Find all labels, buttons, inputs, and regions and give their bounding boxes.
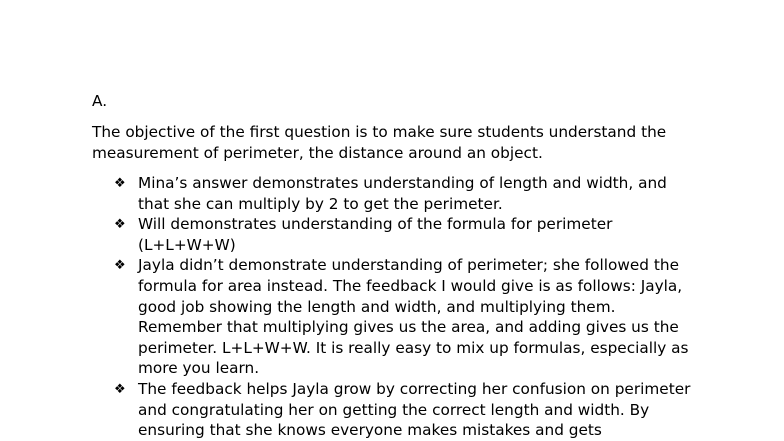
section-label: A. <box>92 92 108 110</box>
bullet-text: Will demonstrates understanding of the formula for perimeter (L+L+W+W) <box>138 215 613 254</box>
diamond-bullet-icon: ❖ <box>114 258 126 274</box>
bullet-item-will <box>0 214 698 255</box>
bullet-text: Mina’s answer demonstrates understanding of length and width, and that she can multiply by 2 to get the perimeter. <box>138 174 667 213</box>
bullet-text: Jayla didn’t demonstrate understanding of perimeter; she followed the formula for area instead. The feedback I would give is as follows: Jayla, good job showing the length and width, and multiplying them. Remember that multiplying gives us the area, and adding gives us the perimeter. L+L+W+W. It is really easy to mix up formulas, especially as more you learn. <box>138 256 689 378</box>
intro-paragraph: The objective of the first question is to make sure students understand the measurement of perimeter, the distance around an object. <box>92 123 667 162</box>
bullet-list <box>0 173 784 441</box>
bullet-text: The feedback helps Jayla grow by correcting her confusion on perimeter and congratulating her on getting the correct length and width. By ensuring that she knows everyone makes mistakes and gets <box>138 379 691 440</box>
bullet-item-feedback <box>0 379 698 441</box>
diamond-bullet-icon: ❖ <box>114 176 126 191</box>
bullet-item-jayla <box>0 255 698 379</box>
diamond-bullet-icon: ❖ <box>114 217 126 233</box>
bullet-item-mina <box>0 173 698 214</box>
diamond-bullet-icon: ❖ <box>114 381 126 397</box>
